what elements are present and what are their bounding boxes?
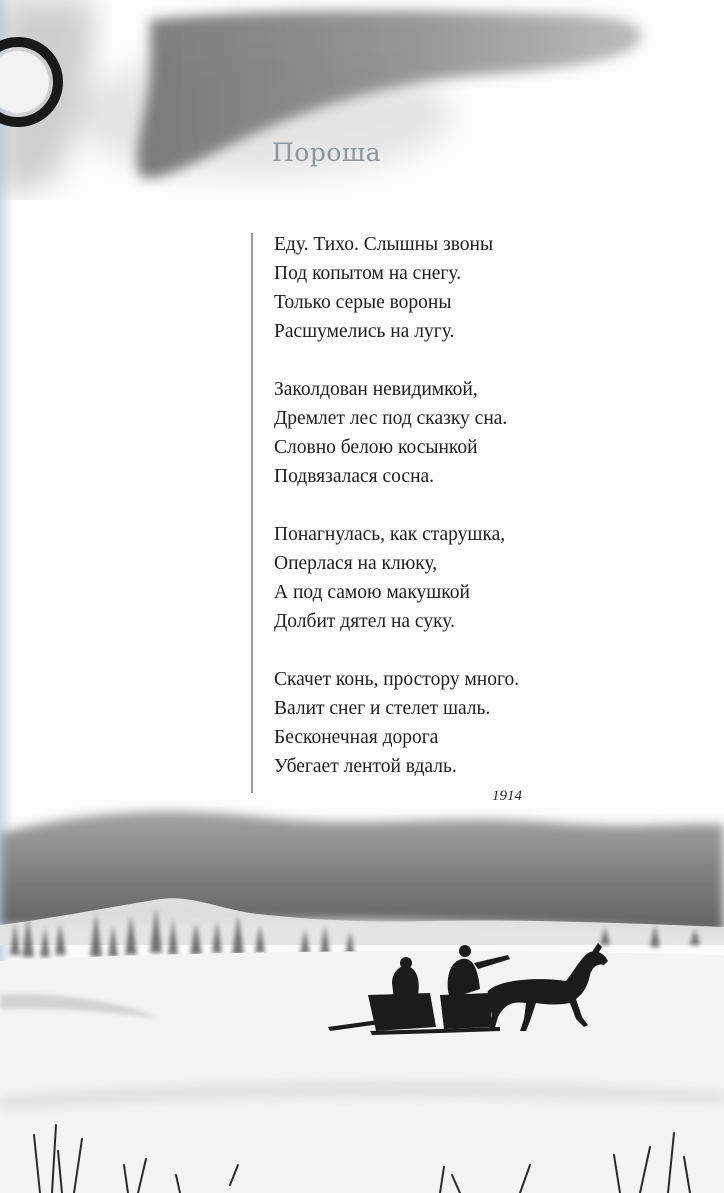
poem-line: Расшумелись на лугу.: [274, 321, 455, 342]
poem-line: Только серые вороны: [274, 292, 452, 313]
poem-line: Подвязалася сосна.: [274, 466, 435, 487]
stanza: [274, 230, 519, 346]
poem-line: Скачет конь, простору много.: [274, 669, 520, 690]
poem-line: Долбит дятел на суку.: [274, 611, 455, 632]
poem-year: 1914: [492, 788, 522, 804]
poem-line: Дремлет лес под сказку сна.: [274, 408, 508, 429]
poem-line: Понагнулась, как старушка,: [274, 524, 506, 545]
poem-title: Пороша: [272, 138, 382, 167]
poem-line: Валит снег и стелет шаль.: [274, 698, 491, 719]
poem-line: Оперлася на клюку,: [274, 553, 438, 574]
stanza: [274, 520, 519, 636]
stanza: [274, 375, 519, 491]
vertical-rule: [251, 233, 253, 793]
stanza: [274, 665, 519, 781]
poem-line: Под копытом на снегу.: [274, 263, 462, 284]
poem-body: [274, 230, 519, 781]
poem-line: Еду. Тихо. Слышны звоны: [274, 234, 494, 255]
poem-line: Словно белою косынкой: [274, 437, 478, 458]
poem-line: Убегает лентой вдаль.: [274, 756, 457, 777]
winter-landscape-illustration: [0, 795, 724, 1193]
poem-line: Бесконечная дорога: [274, 727, 439, 748]
poem-line: А под самою макушкой: [274, 582, 470, 603]
ink-wash-sky-illustration: [0, 0, 724, 200]
poem-line: Заколдован невидимкой,: [274, 379, 478, 400]
